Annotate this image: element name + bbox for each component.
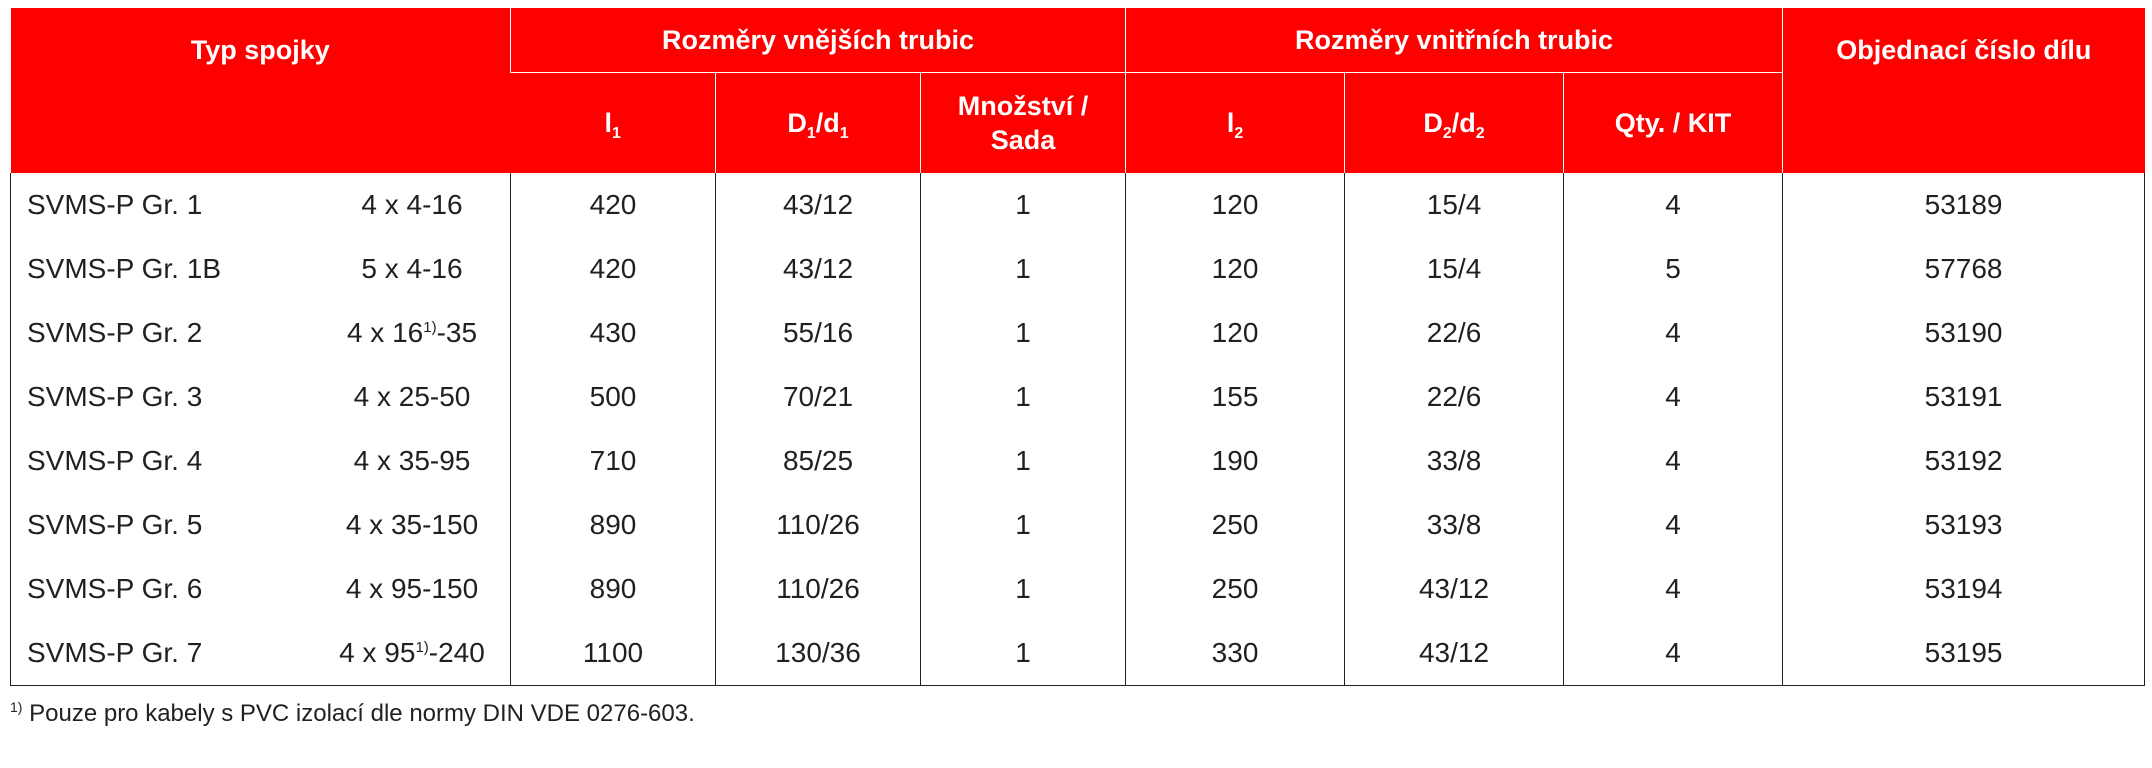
order-number: 53195 [1783, 621, 2145, 686]
outer-qty: 1 [921, 557, 1126, 621]
type-name: SVMS-P Gr. 6 [27, 573, 203, 604]
table-row [11, 301, 2145, 365]
order-number: 53193 [1783, 493, 2145, 557]
outer-length: 890 [511, 557, 716, 621]
header-qty-inner: Qty. / KIT [1564, 73, 1783, 174]
type-name: SVMS-P Gr. 1B [27, 253, 221, 284]
type-name: SVMS-P Gr. 3 [27, 381, 203, 412]
type-cell [11, 237, 511, 301]
type-cell [11, 493, 511, 557]
outer-length: 890 [511, 493, 716, 557]
inner-diameters: 33/8 [1345, 429, 1564, 493]
type-cell [11, 173, 511, 237]
cross-section-range: 4 x 35-150 [345, 509, 479, 540]
table-row [11, 237, 2145, 301]
cross-section-range: 4 x 95-150 [345, 573, 479, 604]
inner-qty: 4 [1564, 365, 1783, 429]
inner-length: 120 [1126, 301, 1345, 365]
outer-length: 420 [511, 173, 716, 237]
order-number: 53194 [1783, 557, 2145, 621]
outer-qty: 1 [921, 301, 1126, 365]
header-l2: $l_2$ [1126, 73, 1345, 174]
outer-qty: 1 [921, 365, 1126, 429]
outer-qty: 1 [921, 429, 1126, 493]
footnote [10, 700, 695, 728]
outer-diameters: 110/26 [716, 493, 921, 557]
table-row [11, 429, 2145, 493]
header-qty-outer: Množství / Sada [921, 73, 1126, 174]
table-row [11, 173, 2145, 237]
header-outer-group: Rozměry vnějších trubic [511, 8, 1126, 73]
table-header [11, 8, 2145, 173]
inner-diameters: 43/12 [1345, 557, 1564, 621]
type-cell [11, 621, 511, 686]
outer-diameters: 70/21 [716, 365, 921, 429]
inner-diameters: 15/4 [1345, 237, 1564, 301]
inner-length: 250 [1126, 557, 1345, 621]
header-order-number: Objednací číslo dílu [1783, 8, 2145, 173]
outer-length: 500 [511, 365, 716, 429]
inner-qty: 4 [1564, 621, 1783, 686]
inner-diameters: 22/6 [1345, 365, 1564, 429]
order-number: 57768 [1783, 237, 2145, 301]
inner-diameters: 15/4 [1345, 173, 1564, 237]
order-number: 53191 [1783, 365, 2145, 429]
type-name: SVMS-P Gr. 1 [27, 189, 203, 220]
table-row [11, 557, 2145, 621]
inner-diameters: 33/8 [1345, 493, 1564, 557]
inner-qty: 4 [1564, 301, 1783, 365]
footnote-marker: 1) [10, 699, 23, 715]
outer-diameters: 85/25 [716, 429, 921, 493]
type-cell [11, 429, 511, 493]
cross-section-range: 4 x 95$^{1)}$-240 [339, 637, 485, 668]
cross-section-range: 4 x 35-95 [353, 445, 471, 476]
inner-diameters: 22/6 [1345, 301, 1564, 365]
outer-length: 420 [511, 237, 716, 301]
outer-length: 710 [511, 429, 716, 493]
outer-diameters: 55/16 [716, 301, 921, 365]
footnote-marker: 1) [415, 639, 429, 656]
outer-diameters: 110/26 [716, 557, 921, 621]
inner-length: 330 [1126, 621, 1345, 686]
type-name: SVMS-P Gr. 5 [27, 509, 203, 540]
table-row [11, 621, 2145, 686]
outer-length: 1100 [511, 621, 716, 686]
type-cell [11, 557, 511, 621]
inner-length: 155 [1126, 365, 1345, 429]
outer-diameters: 43/12 [716, 237, 921, 301]
order-number: 53190 [1783, 301, 2145, 365]
table-row [11, 365, 2145, 429]
header-D1-d1: $D_1/d_1$ [716, 73, 921, 174]
outer-qty: 1 [921, 237, 1126, 301]
cross-section-range: 4 x 4-16 [361, 189, 463, 220]
outer-qty: 1 [921, 493, 1126, 557]
order-number: 53189 [1783, 173, 2145, 237]
footnote-text: Pouze pro kabely s PVC izolací dle normy DIN VDE 0276-603. [22, 700, 695, 727]
outer-length: 430 [511, 301, 716, 365]
inner-qty: 4 [1564, 173, 1783, 237]
type-cell [11, 365, 511, 429]
header-inner-group: Rozměry vnitřních trubic [1126, 8, 1783, 73]
inner-diameters: 43/12 [1345, 621, 1564, 686]
outer-diameters: 43/12 [716, 173, 921, 237]
coupling-spec-table [10, 8, 2145, 686]
inner-qty: 4 [1564, 557, 1783, 621]
type-name: SVMS-P Gr. 7 [27, 637, 203, 668]
footnote-marker: 1) [423, 319, 437, 336]
cross-section-range: 5 x 4-16 [361, 253, 463, 284]
inner-qty: 4 [1564, 493, 1783, 557]
order-number: 53192 [1783, 429, 2145, 493]
cross-section-range: 4 x 25-50 [353, 381, 471, 412]
cross-section-range: 4 x 16$^{1)}$-35 [346, 317, 478, 348]
inner-qty: 5 [1564, 237, 1783, 301]
inner-qty: 4 [1564, 429, 1783, 493]
inner-length: 120 [1126, 173, 1345, 237]
inner-length: 120 [1126, 237, 1345, 301]
outer-qty: 1 [921, 173, 1126, 237]
inner-length: 190 [1126, 429, 1345, 493]
outer-diameters: 130/36 [716, 621, 921, 686]
table-row [11, 493, 2145, 557]
outer-qty: 1 [921, 621, 1126, 686]
type-name: SVMS-P Gr. 2 [27, 317, 203, 348]
header-D2-d2: $D_2/d_2$ [1345, 73, 1564, 174]
type-name: SVMS-P Gr. 4 [27, 445, 203, 476]
type-cell [11, 301, 511, 365]
table-body [11, 173, 2145, 686]
inner-length: 250 [1126, 493, 1345, 557]
header-l1: $l_1$ [511, 73, 716, 174]
header-type: Typ spojky [11, 8, 511, 173]
